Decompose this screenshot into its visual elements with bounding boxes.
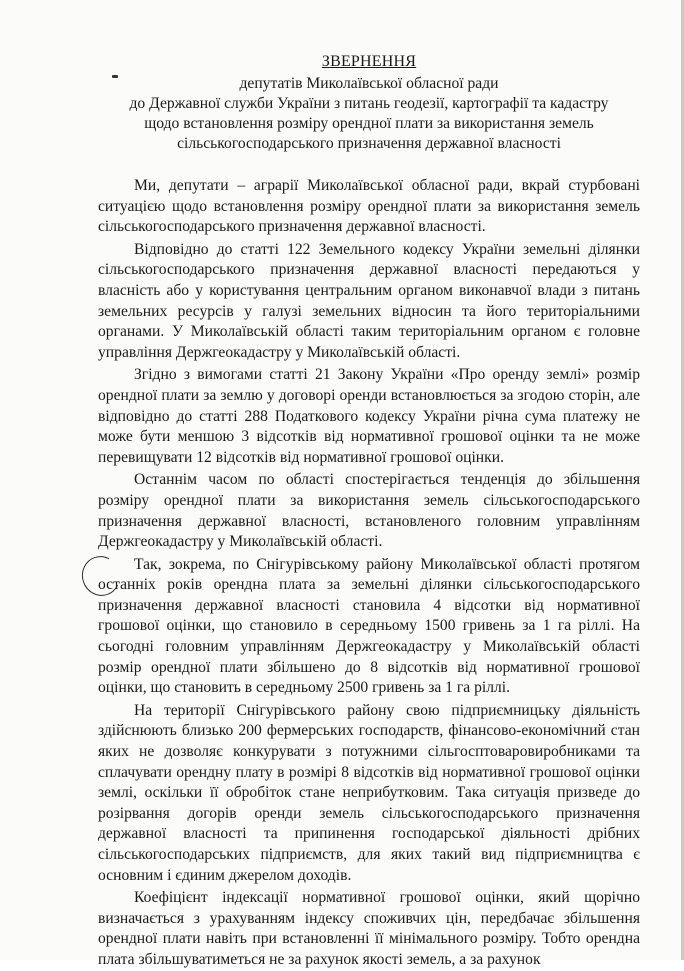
body-paragraph: На території Снігурівського району свою підприємницьку діяльність здійснюють близько 200 фермерських господарств, фінансово-економічний стан яких не дозволяє конкурувати з потужними сільгосптоваровиробниками та сплачувати орендну плату в розмірі 8 відсотків від нормативної грошової оцінки землі, оскільки її обробіток стане неприбутковим. Така ситуація призведе до розірвання догорів оренди земель сільськогосподарського призначення державної власності та припинення господарської діяльності дрібних сільськогосподарських підприємств, для яких такий вид підприємництва є основним і єдиним джерелом доходів. [98, 701, 640, 884]
document-title: ЗВЕРНЕННЯ [321, 53, 417, 70]
subtitle-line: сільськогосподарського призначення державної власності [177, 135, 561, 152]
body-paragraph: Відповідно до статті 122 Земельного кодексу України земельні ділянки сільськогосподарського призначення державної власності передаються у власність або у користування центральним органом виконавчої влади з питань земельних ресурсів у галузі земельних відносин та його територіальними органами. У Миколаївській області таким територіальним органом є головне управління Держгеокадастру у Миколаївській області. [98, 240, 640, 361]
body-paragraph: Коефіцієнт індексації нормативної грошової оцінки, який щорічно визначається з урахуванням індексу споживчих цін, передбачає збільшення орендної плати навіть при встановленні її мінімального розміру. Тобто орендна плата збільшуватиметься не за рахунок якості земель, а за рахунок [98, 889, 640, 968]
body-paragraph: Так, зокрема, по Снігурівському району Миколаївської області протягом останніх років орендна плата за земельні ділянки сільськогосподарського призначення державної власності становила 4 відсотки від нормативної грошової оцінки, що становило в середньому 1500 гривень за 1 га ріллі. На сьогодні головним управлінням Держгеокадастру у Миколаївській області розмір орендної плати збільшено до 8 відсотків від нормативної грошової оцінки, що становить в середньому 2500 гривень за 1 га ріллі. [98, 555, 640, 697]
document-subtitle [88, 74, 650, 154]
subtitle-line: щодо встановлення розміру орендної плати за використання земель [144, 115, 594, 132]
body-paragraph: Згідно з вимогами статті 21 Закону України «Про оренду землі» розмір орендної плати за землю у договорі оренди встановлюється за згодою сторін, але відповідно до статті 288 Податкового кодексу України річна сума платежу не може бути меншою 3 відсотків від нормативної грошової оцінки та не може перевищувати 12 відсотків від нормативної грошової оцінки. [98, 366, 640, 466]
document-body [98, 176, 640, 971]
ink-dot-mark [112, 75, 118, 78]
subtitle-line: до Державної служби України з питань геодезії, картографії та кадастру [129, 95, 609, 112]
subtitle-line: депутатів Миколаївської обласної ради [239, 75, 499, 92]
body-paragraph: Останнім часом по області спостерігається тенденція до збільшення розміру орендної плати за використання земель сільськогосподарського призначення державної власності, встановленого головним управлінням Держгеокадастру у Миколаївській області. [98, 471, 640, 551]
body-paragraph: Ми, депутати – аграрії Миколаївської обласної ради, вкрай стурбовані ситуацією щодо встановлення розміру орендної плати за використання земель сільськогосподарського призначення державної власності. [98, 177, 640, 236]
